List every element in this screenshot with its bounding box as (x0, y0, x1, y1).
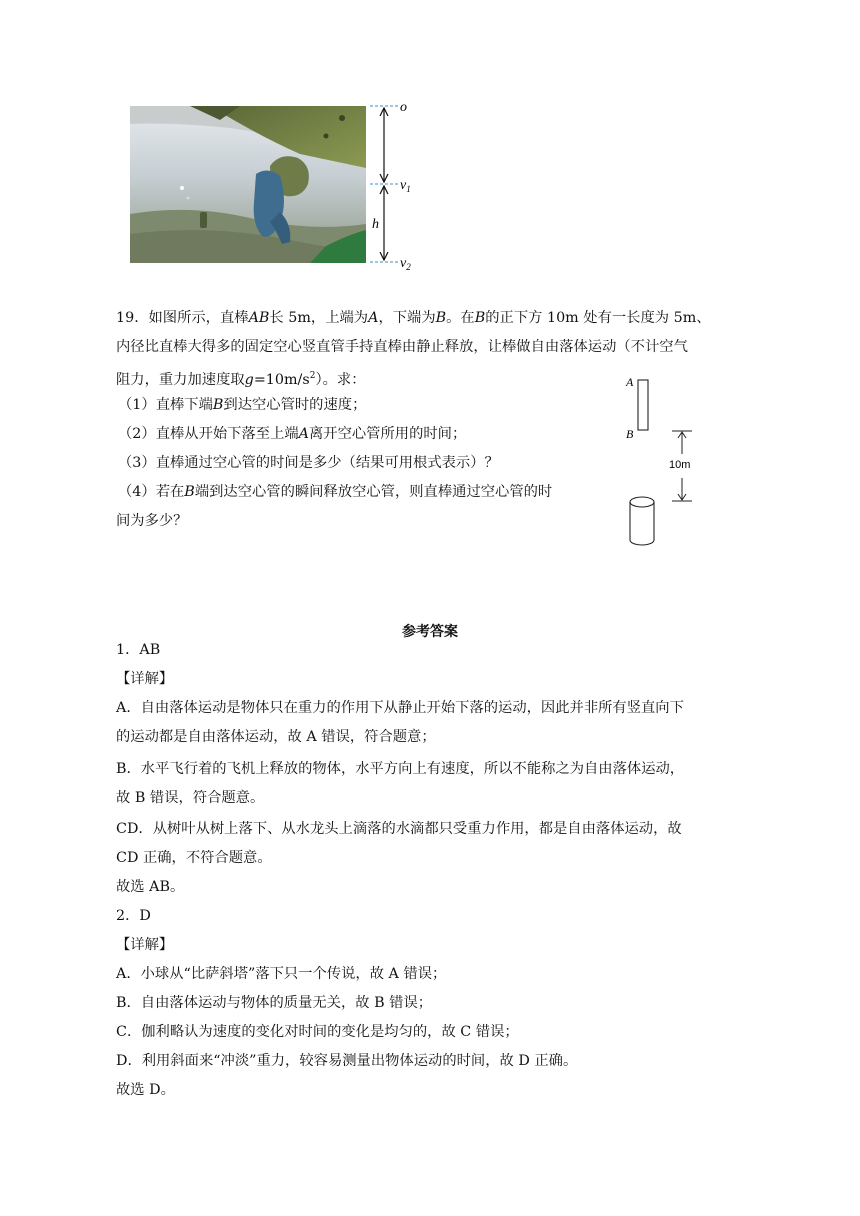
tube-bottom (630, 540, 654, 545)
answer-2-head: 2．D (116, 908, 151, 924)
answer-2-conclusion: 故选 D。 (116, 1082, 175, 1098)
answer-1-A-line1: A．自由落体运动是物体只在重力的作用下从静止开始下落的运动，因此并非所有竖直向下 (116, 700, 684, 716)
q19-line3: 阻力，重力加速度取$g=10m/s^2$）。求： (116, 371, 366, 388)
answer-2-B: B．自由落体运动与物体的质量无关，故 B 错误； (116, 995, 433, 1011)
rod-tube-figure (618, 372, 708, 550)
label-v2: $v_2$ (400, 256, 411, 272)
parachute-photo-drawing (130, 106, 366, 263)
answer-2-A: A．小球从“比萨斜塔”落下只一个传说，故 A 错误； (116, 966, 447, 982)
answer-1-B-line2: 故 B 错误，符合题意。 (116, 790, 265, 806)
answer-1-CD-line1: CD．从树叶从树上落下、从水龙头上滴落的水滴都只受重力作用，都是自由落体运动，故 (116, 821, 682, 837)
label-h: h (372, 217, 379, 232)
answer-1-B-line1: B．水平飞行着的飞机上释放的物体，水平方向上有速度，所以不能称之为自由落体运动， (116, 761, 685, 777)
rod-label-A: A (626, 375, 634, 389)
q19-sub1: （1）直棒下端B到达空心管时的速度； (118, 397, 367, 413)
answer-1-conclusion: 故选 AB。 (116, 879, 185, 895)
answer-2-detail-label: 【详解】 (116, 937, 174, 953)
answers-title: 参考答案 (402, 624, 458, 640)
rod-label-B: B (626, 427, 634, 441)
q19-sub4-cont: 间为多少？ (116, 513, 188, 529)
label-v1: $v_1$ (400, 178, 411, 194)
answer-1-head: 1．AB (116, 642, 161, 658)
answer-2-C: C．伽利略认为速度的变化对时间的变化是均匀的，故 C 错误； (116, 1024, 519, 1040)
answer-1-A-line2: 的运动都是自由落体运动，故 A 错误，符合题意； (116, 729, 436, 745)
label-o: o (400, 100, 407, 115)
answer-1-detail-label: 【详解】 (116, 671, 174, 687)
q19-sub2: （2）直棒从开始下落至上端A离开空心管所用的时间； (118, 426, 467, 442)
q19-sub3: （3）直棒通过空心管的时间是多少（结果可用根式表示）？ (118, 455, 499, 471)
dim-label: 10m (669, 459, 691, 471)
rod (638, 380, 648, 430)
tube-top (630, 497, 654, 507)
q19-line1: 19．如图所示，直棒AB长 5m，上端为A，下端为B。在B的正下方 10m 处有一长度为 5m、 (116, 310, 711, 326)
q19-line2: 内径比直棒大得多的固定空心竖直管手持直棒由静止释放，让棒做自由落体运动（不计空气 (116, 339, 688, 355)
answer-1-CD-line2: CD 正确，不符合题意。 (116, 850, 272, 866)
velocity-diagram (366, 100, 436, 272)
answer-2-D: D．利用斜面来“冲淡”重力，较容易测量出物体运动的时间，故 D 正确。 (116, 1053, 578, 1069)
q19-sub4: （4）若在B端到达空心管的瞬间释放空心管，则直棒通过空心管的时 (118, 484, 553, 500)
parachute-photo (130, 106, 366, 263)
